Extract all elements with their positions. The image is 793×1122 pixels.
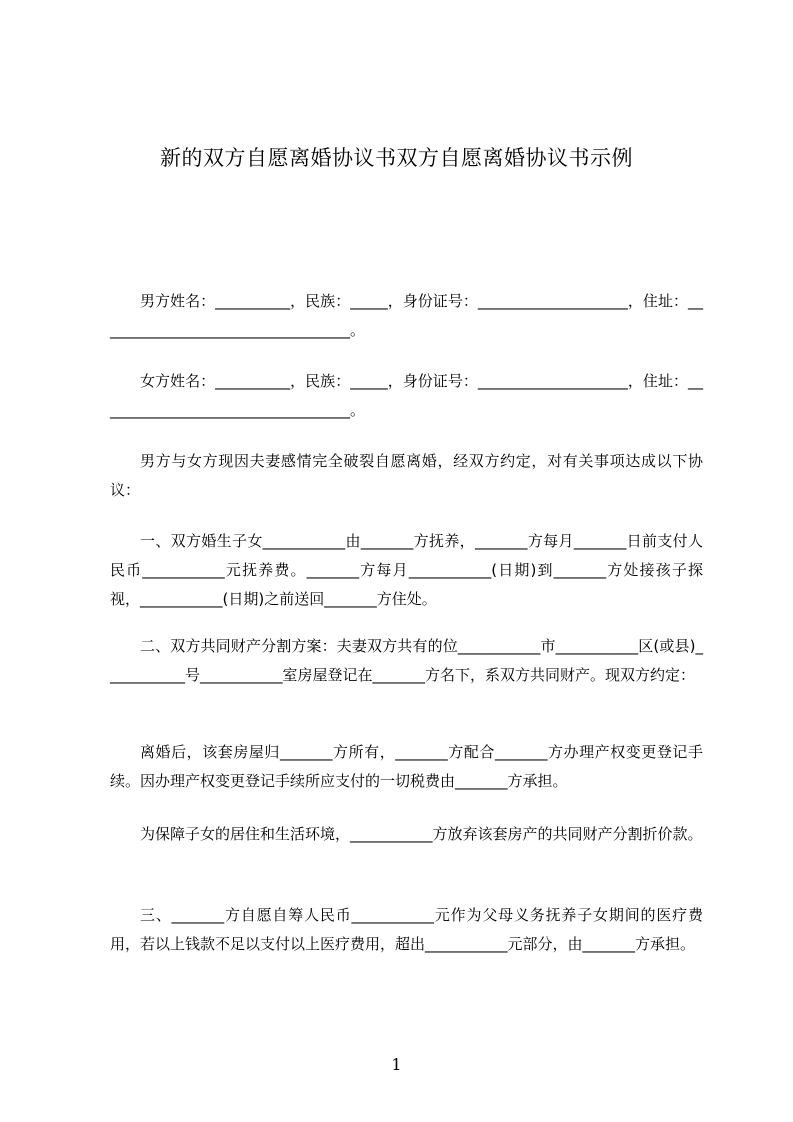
clause-child-custody: 一、双方婚生子女___________由_______方抚养，_______方每月_______日前支付人民币___________元抚养费。_______方每月___________(日期)到_______方处接孩子探视，___________(日期)之前送回_______方住处。 [110, 532, 703, 608]
page-number: 1 [391, 1055, 402, 1074]
clause-waiver: 为保障子女的居住和生活环境，___________方放弃该套房产的共同财产分割折价款。 [140, 825, 703, 843]
female-party-info: 女方姓名：__________，民族：_____，身份证号：____________________，住址：__________________________________。 [110, 372, 703, 419]
male-party-info: 男方姓名：__________，民族：_____，身份证号：____________________，住址：__________________________________。 [110, 292, 703, 339]
agreement-preamble: 男方与女方现因夫妻感情完全破裂自愿离婚，经双方约定，对有关事项达成以下协议： [110, 452, 703, 499]
clause-medical-expenses: 三、_______方自愿自筹人民币___________元作为父母义务抚养子女期间的医疗费用，若以上钱款不足以支付以上医疗费用，超出___________元部分，由_______方承担。 [110, 906, 703, 953]
clause-house-ownership: 离婚后，该套房屋归_______方所有，_______方配合_______方办理产权变更登记手续。因办理产权变更登记手续所应支付的一切税费由_______方承担。 [110, 743, 703, 790]
document-title: 新的双方自愿离婚协议书双方自愿离婚协议书示例 [160, 146, 633, 170]
clause-property-division: 二、双方共同财产分割方案：夫妻双方共有的位___________市___________区(或县)___________号___________室房屋登记在_______方名下，系双方共同财产。现双方约定： [110, 637, 703, 684]
